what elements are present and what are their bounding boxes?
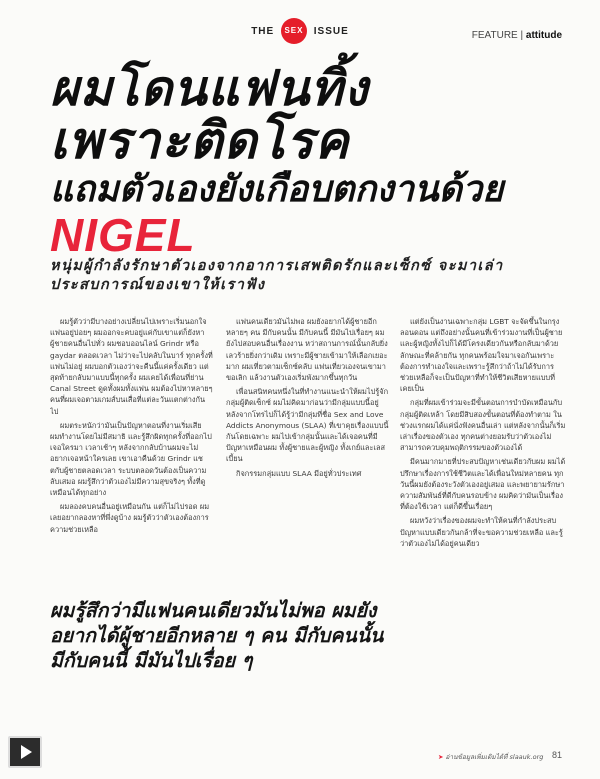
standfirst: หนุ่มผู้กำลังรักษาตัวเองจากอาการเสพติดรักและเซ็กซ์ จะมาเล่าประสบการณ์ของเขาให้เราฟัง bbox=[50, 258, 504, 293]
headline-line-1: ผมโดนแฟนทิ้ง bbox=[50, 60, 369, 117]
section-separator: | bbox=[520, 30, 524, 41]
headline-line-2: เพราะติดโรค bbox=[50, 112, 350, 171]
play-button[interactable] bbox=[8, 736, 42, 768]
paragraph: ผมตระหนักว่ามันเป็นปัญหาตอนที่งานเริ่มเสีย ผมทำงานโดยไม่มีสมาธิ และรู้สึกผิดทุกครั้งที่ออกไปเจอใครมา เวลาเช้าๆ หลังจากกลับบ้านผมจะไม่อยากเจอหน้าใครเลย เขาเอาคืนด้วย Grindr แชตกับผู้ชายตลอดเวลา ระบบตลอดวันต้องเป็นความลับเสมอ ผมรู้สึกว่าตัวเองไม่มีความสุขจริงๆ ทั้งที่ดูเหมือนได้ทุกอย่าง bbox=[50, 420, 212, 498]
body-column-2 bbox=[226, 316, 389, 611]
sex-badge: SEX bbox=[281, 18, 307, 44]
issue-the: THE bbox=[251, 25, 275, 37]
headline-line-3: แถมตัวเองยังเกือบตกงานด้วย bbox=[50, 169, 504, 210]
paragraph: ผมหวังว่าเรื่องของผมจะทำให้คนที่กำลังประสบปัญหาแบบเดียวกันกล้าที่จะขอความช่วยเหลือ และรู้ว่าตัวเองไม่ได้อยู่คนเดียว bbox=[400, 516, 563, 548]
paragraph: แต่ยังเป็นงานเฉพาะกลุ่ม LGBT จะจัดขึ้นในกรุงลอนดอน แต่ถึงอย่างนั้นคนที่เข้าร่วมงานที่เป็นผู้ชายและผู้หญิงทั้งไปก็ได้มีโครงเดียวกันหรือกลับมาด้วยลักษณะที่คล้ายกัน ทุกคนพร้อมใจมาเจอกันเพราะต้องการทำเองใจและเพราะรู้สึกว่าถ้าไม่ได้รับการช่วยเหลือก็จะเป็นปัญหาที่ทำให้ชีวิตเสียหายแบบที่เคยเป็น bbox=[400, 317, 563, 394]
paragraph: เพื่อนสนิทคนหนึ่งในที่ทำงานแนะนำให้ผมไปรู้จักกลุ่มผู้ติดเซ็กซ์ ผมไม่คิดมาก่อนว่ามีกลุ่มแบบนี้อยู่ หลังจากโทรไปก็ได้รู้ว่ามีกลุ่มที่ชื่อ Sex and Love Addicts Anonymous (SLAA) ที่เขาคุยเรื่องแบบนี้กันโดยเฉพาะ ผมไปเข้ากลุ่มนั้นและได้เจอคนที่มีปัญหาเหมือนผม ทั้งผู้ชายและผู้หญิง ทั้งเกย์และเลสเบี้ยน bbox=[226, 387, 389, 464]
pull-quote: ผมรู้สึกว่ามีแฟนคนเดียวมันไม่พอ ผมยังอยากได้ผู้ชายอีกหลาย ๆ คน มีกับคนนั้น มีกับคนนี้ มีมันไปเรื่อย ๆ bbox=[50, 599, 384, 672]
paragraph: กลุ่มที่ผมเข้าร่วมจะมีขั้นตอนการบำบัดเหมือนกับกลุ่มผู้ติดเหล้า โดยมีสิบสองขั้นตอนที่ต้องทำตาม ในช่วงแรกผมได้แค่นั่งฟังคนอื่นเล่า แต่หลังจากนั้นก็เริ่มเล่าเรื่องของตัวเอง ทุกคนต่างยอมรับว่าตัวเองไม่สามารถควบคุมพฤติกรรมของตัวเองได้ bbox=[400, 398, 566, 453]
footer-note bbox=[438, 752, 543, 762]
section-label: FEATURE bbox=[471, 30, 518, 41]
body-column-1 bbox=[50, 316, 213, 564]
paragraph: กิจกรรมกลุ่มแบบ SLAA มีอยู่ทั่วประเทศ bbox=[236, 468, 362, 478]
page-number: 81 bbox=[551, 750, 562, 760]
arrow-icon: ➤ bbox=[438, 753, 444, 761]
play-icon bbox=[21, 745, 32, 759]
body-column-3 bbox=[400, 316, 566, 752]
footer-note-text: อ่านข้อมูลเพิ่มเติมได้ที่ slaauk.org bbox=[445, 753, 544, 761]
paragraph: แฟนคนเดียวมันไม่พอ ผมยังอยากได้ผู้ชายอีกหลายๆ คน มีกับคนนั้น มีกับคนนี้ มีมันไปเรื่อยๆ ผมยังไปสอบคนอื่นเรื่องงาน หว่าสถานการณ์นั้นกลับยิ่งเลวร้ายยิ่งกว่าเดิม เพราะมีผู้ชายเข้ามาให้เลือกเยอะมาก ผมเที่ยวตามเซ็กซ์คลับ แฟนเที่ยวเองจนเขามาขอเลิก แล้วงานตัวเองเริ่มพังมากขึ้นทุกวัน bbox=[226, 317, 388, 383]
paragraph: ผมลองคบคนอื่นอยู่เหมือนกัน แต่ก็ไม่ไปรอด ผมเลยอยากลองหาที่พึ่งดูบ้าง ผมรู้ตัวว่าตัวเองต้องการความช่วยเหลือ bbox=[50, 502, 210, 534]
paragraph: มีคนมากมายที่ประสบปัญหาเช่นเดียวกับผม ผมได้ปรึกษาเรื่องการใช้ชีวิตและได้เพื่อนใหม่หลายคน ทุกวันนี้ผมยังต้องระวังตัวเองอยู่เสมอ และพยายามรักษาความสัมพันธ์ที่ดีกับคนรอบข้าง ผมคิดว่ามันเป็นเรื่องที่ต้องใช้เวลา แต่ก็ดีขึ้นเรื่อยๆ bbox=[400, 457, 566, 512]
subject-name: NIGEL bbox=[50, 209, 196, 261]
section-tag bbox=[472, 30, 562, 41]
issue-word: ISSUE bbox=[313, 25, 349, 37]
paragraph: ผมรู้ตัวว่ามีบางอย่างเปลี่ยนไปเพราะเริ่มนอกใจแฟนอยู่บ่อยๆ ผมออกจะคบอยู่แค่กับเขาแต่ก็ยังหาผู้ชายคนอื่นไปทั่ว ผมชอบออนไลน์ Grindr หรือ gaydar ตลอดเวลา ไม่ว่าจะไปคลับในบาร์ ทุกครั้งที่แฟนไม่อยู่ ผมบอกตัวเองว่าจะคืนนี้แค่ครั้งเดียว แต่สุดท้ายกลับมาแบบนี้ทุกครั้ง ผมเคยได้เพื่อนที่ย่าน Canal Street ดูดทั้งผมทั้งแฟน ผมต้องไปหาหลายๆ คนที่ผมเจอตามเกมส์บนเสื่อที่แต่ละวันแตกต่างกันไป bbox=[50, 317, 213, 416]
category-label: attitude bbox=[525, 30, 562, 41]
